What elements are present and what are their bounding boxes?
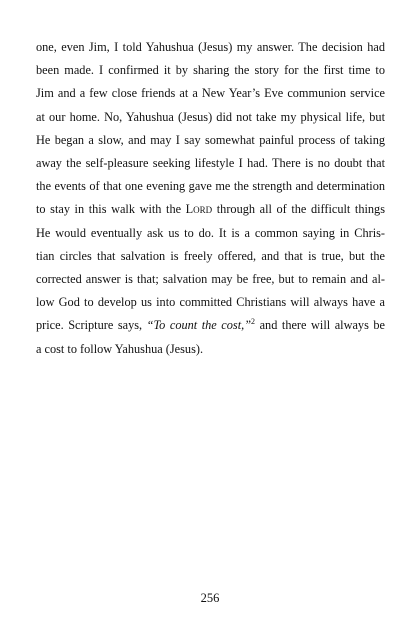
text-line: one, even Jim, I told Yahushua (Jesus) my answer. The decision had <box>36 40 385 54</box>
text-line: the events of that one evening gave me the strength and determination <box>36 179 385 194</box>
text-line: corrected answer is that; salvation may be free, but to remain and al- <box>36 272 385 287</box>
text-run: and there will always be <box>255 318 386 333</box>
text-line: low God to develop us into committed Christians will always have a <box>36 295 385 310</box>
text-run: price. Scripture says, <box>36 318 147 333</box>
text-line <box>36 198 385 221</box>
footnote-marker[interactable]: 2 <box>251 317 256 327</box>
text-line: at our home. No, Yahushua (Jesus) did not take my physical life, but <box>36 109 385 124</box>
text-line: Jim and a few close friends at a New Year’s Eve communion service <box>36 86 385 101</box>
text-line: tian circles that salvation is freely offered, and that is true, but the <box>36 248 385 263</box>
text-line: away the self-pleasure seeking lifestyle I had. There is no doubt that <box>36 156 385 171</box>
text-line: He would eventually ask us to do. It is a common saying in Chris- <box>36 225 385 240</box>
scripture-quote: “To count the cost,” <box>146 318 252 333</box>
text-line: been made. I confirmed it by sharing the story for the first time to <box>36 63 385 78</box>
text-run: to stay in this walk with the <box>36 202 186 217</box>
body-paragraph <box>36 36 385 361</box>
page-number: 256 <box>200 591 220 605</box>
text-line: He began a slow, and may I say somewhat painful process of taking <box>36 132 385 147</box>
text-line: a cost to follow Yahushua (Jesus). <box>36 341 204 356</box>
lord-smallcaps: Lord <box>185 202 213 217</box>
text-run: through all of the difficult things <box>212 202 385 217</box>
text-line <box>36 314 385 337</box>
